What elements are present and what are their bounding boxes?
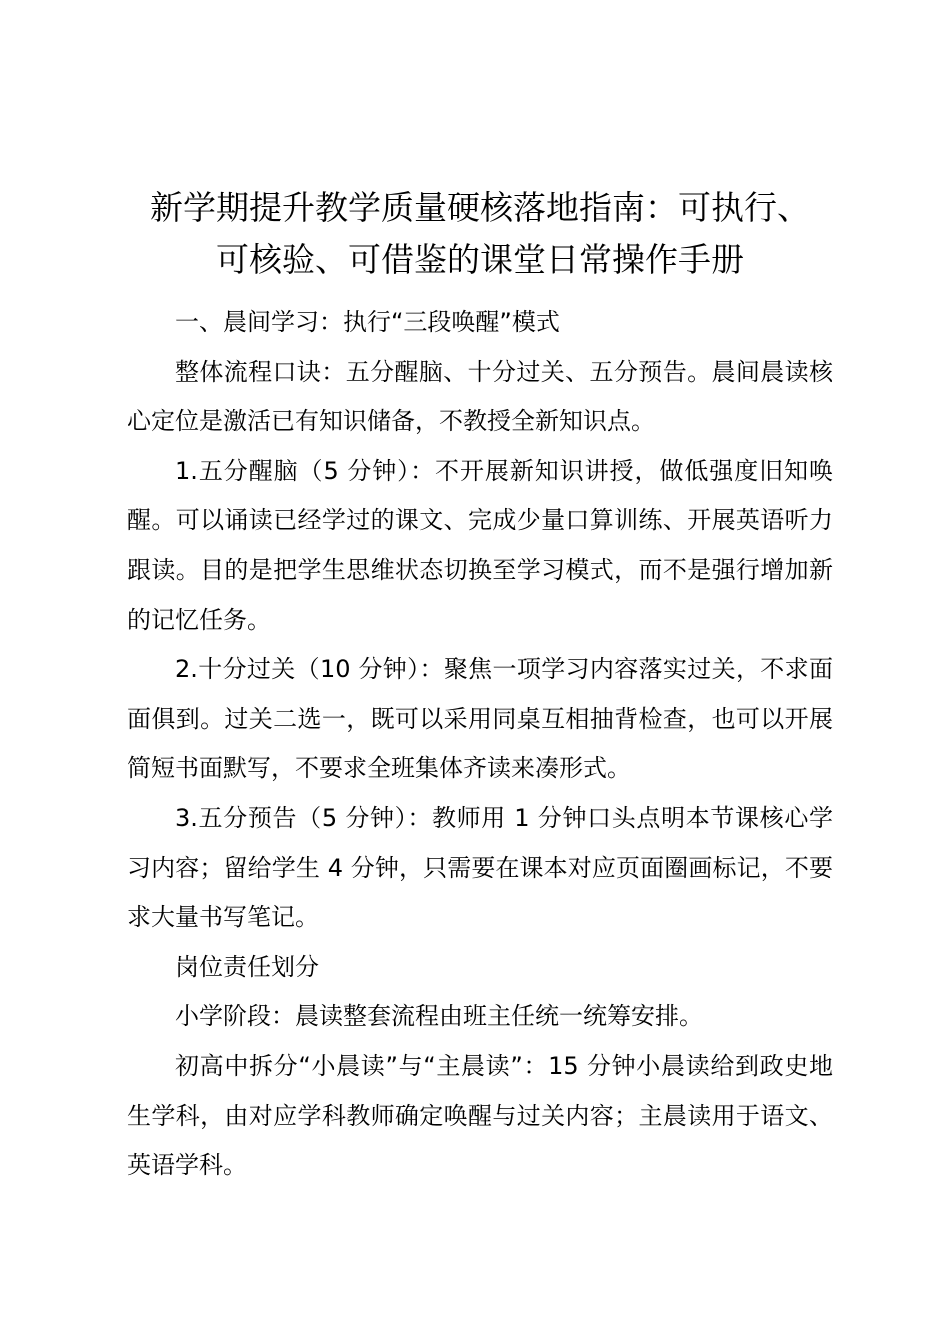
- title-line-2: 可核验、可借鉴的课堂日常操作手册: [216, 240, 744, 279]
- document-title: [127, 182, 833, 286]
- section-heading-morning-study: 一、晨间学习：执行“三段唤醒”模式: [175, 308, 560, 336]
- subheading-responsibility: 岗位责任划分: [175, 952, 319, 981]
- paragraph-step-2: 2.十分过关（10 分钟）：聚焦一项学习内容落实过关，不求面面俱到。过关二选一，既可以采用同桌互相抽背检查，也可以开展简短书面默写，不要求全班集体齐读来凑形式。: [127, 655, 833, 783]
- document-page: [127, 182, 833, 1191]
- paragraph-step-1: 1.五分醒脑（5 分钟）：不开展新知识讲授，做低强度旧知唤醒。可以诵读已经学过的课文、完成少量口算训练、开展英语听力跟读。目的是把学生思维状态切换至学习模式，而不是强行增加新的记忆任务。: [127, 456, 833, 634]
- paragraph-overall-process: 整体流程口诀：五分醒脑、十分过关、五分预告。晨间晨读核心定位是激活已有知识储备，不教授全新知识点。: [127, 357, 833, 436]
- paragraph-step-3: 3.五分预告（5 分钟）：教师用 1 分钟口头点明本节课核心学习内容；留给学生 4 分钟，只需要在课本对应页面圈画标记，不要求大量书写笔记。: [127, 803, 833, 932]
- title-line-1: 新学期提升教学质量硬核落地指南：可执行、: [150, 188, 810, 227]
- paragraph-primary-school: 小学阶段：晨读整套流程由班主任统一统筹安排。: [175, 1002, 703, 1031]
- paragraph-middle-high-school: 初高中拆分“小晨读”与“主晨读”：15 分钟小晨读给到政史地生学科，由对应学科教师确定唤醒与过关内容；主晨读用于语文、英语学科。: [127, 1051, 833, 1180]
